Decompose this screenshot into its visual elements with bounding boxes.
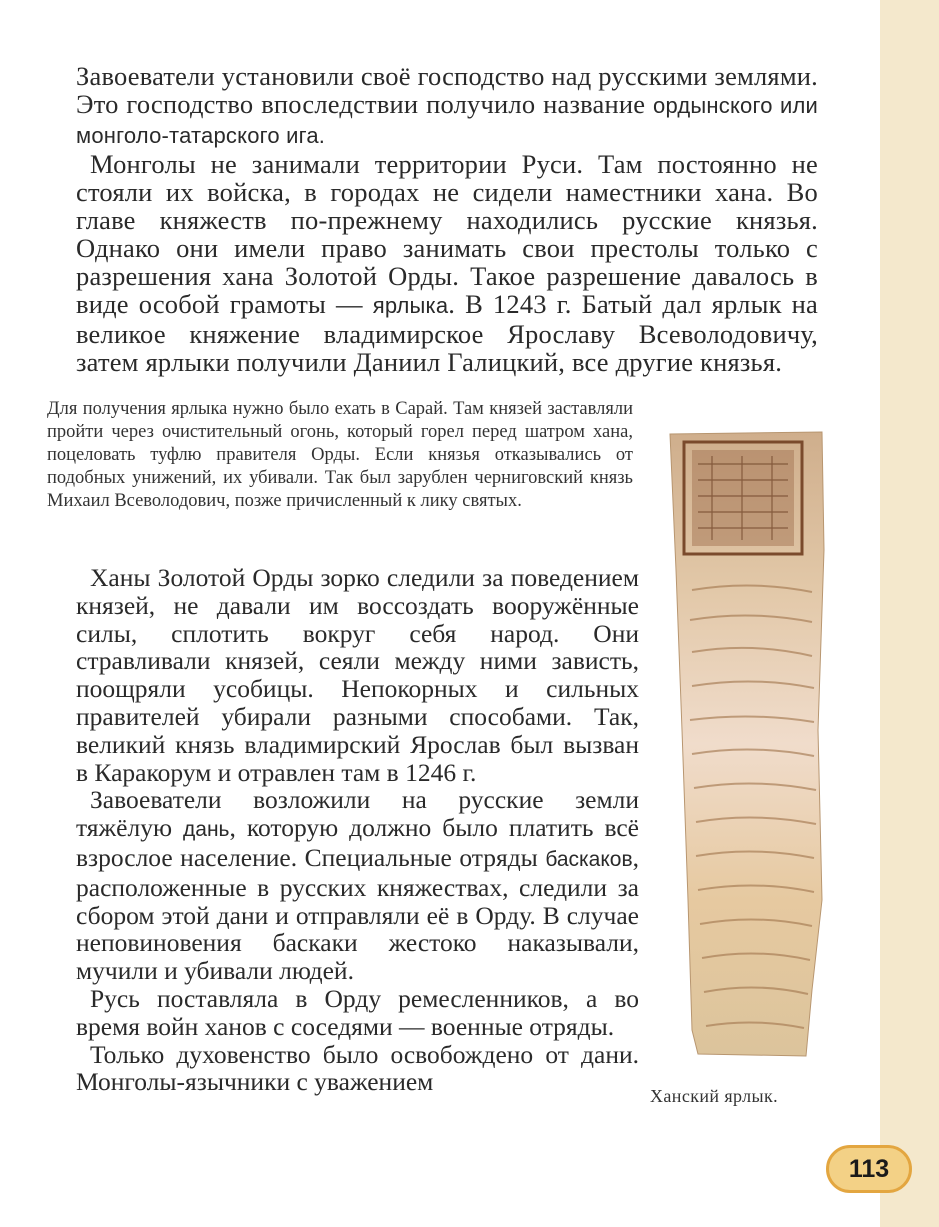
paragraph-1-text: Завоеватели установили своё господство над русскими землями. Это господство впоследствии получило название — [76, 61, 818, 119]
paragraph-2-text: Монголы не занимали территории Руси. Там постоянно не стояли их войска, в городах не сидели наместники хана. Во главе княжеств по-прежнему находились русские князья. Однако они имели право занимать свои престолы только с разрешения хана Золотой Орды. Такое разрешение давалось в виде особой грамоты — — [76, 149, 818, 319]
page-number-badge — [826, 1145, 912, 1193]
paragraph-5: Русь поставляла в Орду ремесленников, а во время войн ханов с соседями — военные отряды. — [76, 983, 639, 1041]
khan-yarlyk-image — [662, 430, 826, 1058]
term-yarlyk: ярлыка — [372, 293, 449, 318]
paragraph-1 — [76, 62, 818, 150]
term-baskakov: баскаков — [545, 847, 633, 871]
figure-caption: Ханский ярлык. — [650, 1086, 779, 1106]
paragraph-2 — [76, 150, 818, 376]
paragraph-4 — [76, 786, 639, 985]
paragraph-6: Только духовенство было освобождено от дани. Монголы-язычники с уважением — [76, 1039, 639, 1097]
side-note — [47, 398, 633, 513]
term-mongol-tatar-yoke: монголо-татарского ига — [76, 123, 319, 148]
term-ordynskogo: ордынского — [653, 93, 773, 118]
paragraph-1-end: . — [318, 123, 326, 148]
side-note-text: Для получения ярлыка нужно было ехать в Сарай. Там князей заставляли пройти через очистительный огонь, который горел перед шатром хана, поцеловать туфлю правителя Орды. Если князья отказывались от подобных унижений, их убивали. Так был зарублен черниговский князь Михаил Всеволодович, позже причисленный к лику святых. — [47, 399, 633, 511]
term-or: или — [772, 93, 819, 118]
term-dan: дань — [183, 818, 230, 842]
main-text-top — [76, 62, 818, 376]
paragraph-4-text: Завоеватели возложили на русские земли тяжёлую — [76, 785, 639, 843]
paragraph-2-text-end: . В 1243 г. Батый дал ярлык на великое княжение владимирское Ярославу Всеволодовичу, затем ярлыки получили Даниил Галицкий, все другие князья. — [76, 289, 818, 377]
page-margin-strip — [880, 0, 939, 1227]
paragraph-4-text-end: , расположенные в русских княжествах, следили за сбором этой дани и отправляли её в Орду. В случае неповиновения баскаки жестоко наказывали, мучили и убивали людей. — [76, 842, 639, 986]
page-number: 113 — [848, 1154, 890, 1183]
paragraph-4-text-mid: , которую должно было платить всё взрослое население. Специальные отряды — [76, 813, 639, 872]
main-text-column — [76, 564, 639, 1096]
paragraph-3: Ханы Золотой Орды зорко следили за поведением князей, не давали им воссоздать вооружённые силы, сплотить вокруг себя народ. Они стравливали князей, сеяли между ними зависть, поощряли усобицы. Непокорных и сильных правителей убирали разными способами. Так, великий князь владимирский Ярослав был вызван в Каракорум и отравлен там в 1246 г. — [76, 563, 639, 787]
